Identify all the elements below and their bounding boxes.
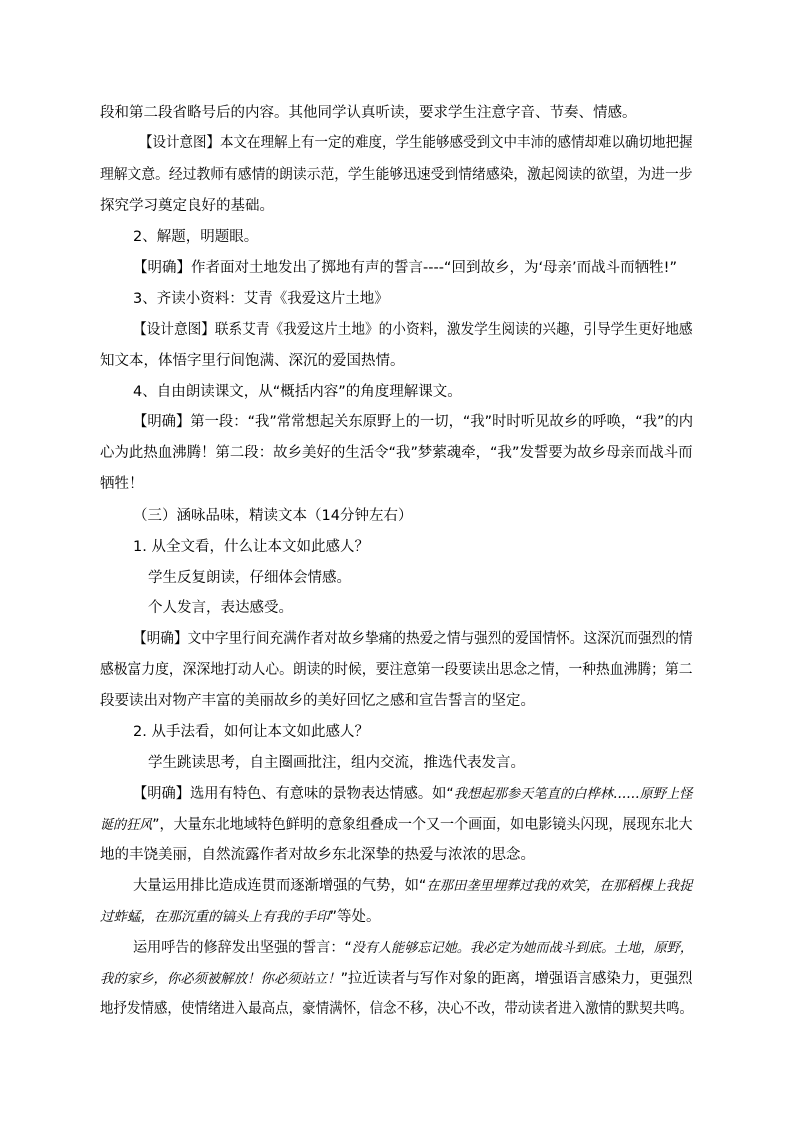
- text-line: [133, 722, 369, 742]
- text-segment: 3、齐读小资料：艾青《我爱这片土地》: [133, 291, 389, 307]
- text-line: [100, 660, 693, 680]
- text-line: [133, 506, 412, 526]
- text-line: [133, 784, 693, 804]
- quoted-text: 诞的狂风: [100, 817, 153, 833]
- text-segment: ”拉近读者与写作对象的距离，增强语言感染力，更强烈: [340, 971, 693, 987]
- text-line: [100, 443, 693, 463]
- text-line: [148, 598, 293, 618]
- text-segment: 牺牲！: [100, 476, 144, 492]
- text-line: [133, 320, 693, 340]
- text-segment: 学生反复朗读，仔细体会情感。: [148, 570, 351, 586]
- text-segment: 知文本，体悟字里行间饱满、深沉的爱国热情。: [100, 353, 405, 369]
- text-line: [133, 537, 369, 557]
- text-segment: 1. 从全文看，什么让本文如此感人？: [133, 539, 369, 555]
- text-line: [100, 999, 693, 1019]
- text-line: [133, 227, 258, 247]
- text-line: [133, 938, 693, 958]
- quoted-text: 我的家乡，你必须被解放！你必须站立！: [100, 971, 341, 987]
- text-line: [133, 412, 693, 432]
- text-line: [100, 474, 144, 494]
- text-segment: 【设计意图】联系艾青《我爱这片土地》的小资料，激发学生阅读的兴趣，引导学生更好地感: [133, 322, 693, 338]
- quoted-text: 没有人能够忘记她。我必定为她而战斗到底。土地，原野，: [351, 940, 694, 956]
- text-segment: 地的丰饶美丽，自然流露作者对故乡东北深挚的热爱与浓浓的思念。: [100, 847, 535, 863]
- text-line: [100, 351, 405, 371]
- text-line: [133, 382, 462, 402]
- quoted-text: 我想起那参天笔直的白桦林……原野上怪: [453, 786, 693, 802]
- quoted-text: 过蚱蜢，在那沉重的镐头上有我的手印: [100, 909, 330, 925]
- text-line: [100, 815, 693, 835]
- text-segment: 2、解题，明题眼。: [133, 229, 259, 245]
- text-line: [100, 103, 637, 123]
- text-line: [148, 753, 525, 773]
- text-line: [100, 196, 274, 216]
- text-line: [100, 165, 693, 185]
- text-line: [133, 289, 389, 309]
- text-segment: 段和第二段省略号后的内容。其他同学认真听读，要求学生注意字音、节奏、情感。: [100, 105, 637, 121]
- text-segment: 运用呼告的修辞发出坚强的誓言：“: [133, 940, 352, 956]
- text-line: [133, 876, 693, 896]
- text-segment: 段要读出对物产丰富的美丽故乡的美好回忆之感和宣告誓言的坚定。: [100, 693, 535, 709]
- text-segment: 【明确】作者面对土地发出了掷地有声的誓言----“回到故乡，为‘母亲’而战斗而牺牲!”: [133, 260, 677, 276]
- text-segment: ”，大量东北地域特色鲜明的意象组叠成一个又一个画面，如电影镜头闪现，展现东北大: [152, 817, 693, 833]
- text-line: [100, 969, 693, 989]
- text-line: [133, 258, 677, 278]
- text-line: [100, 691, 535, 711]
- text-segment: 2. 从手法看，如何让本文如此感人？: [133, 724, 369, 740]
- text-segment: 4、自由朗读课文，从“概括内容”的角度理解课文。: [133, 384, 462, 400]
- text-line: [100, 845, 535, 865]
- text-segment: ”等处。: [329, 909, 381, 925]
- text-segment: 【明确】文中字里行间充满作者对故乡挚痛的热爱之情与强烈的爱国情怀。这深沉而强烈的情: [133, 631, 693, 647]
- text-segment: 【明确】选用有特色、有意味的景物表达情感。如“: [133, 786, 454, 802]
- text-line: [133, 629, 693, 649]
- text-segment: 【明确】第一段：“我”常常想起关东原野上的一切，“我”时时听见故乡的呼唤，“我”的内: [133, 414, 694, 430]
- text-segment: （三）涵咏品味，精读文本（14分钟左右）: [133, 508, 413, 524]
- text-segment: 地抒发情感，使情绪进入最高点，豪情满怀，信念不移，决心不改，带动读者进入激情的默契共鸣。: [100, 1001, 694, 1017]
- text-segment: 大量运用排比造成连贯而逐渐增强的气势，如“: [133, 878, 427, 894]
- text-segment: 心为此热血沸腾！第二段：故乡美好的生活令“我”梦萦魂牵，“我”发誓要为故乡母亲而战斗而: [100, 445, 693, 461]
- text-line: [139, 133, 693, 153]
- text-segment: 学生跳读思考，自主圈画批注，组内交流，推选代表发言。: [148, 755, 525, 771]
- quoted-text: 在那田垄里埋葬过我的欢笑，在那稻棵上我捉: [426, 878, 693, 894]
- text-segment: 探究学习奠定良好的基础。: [100, 198, 274, 214]
- text-line: [148, 568, 351, 588]
- text-segment: 理解文意。经过教师有感情的朗读示范，学生能够迅速受到情绪感染，激起阅读的欲望，为进一步: [100, 167, 693, 183]
- text-line: [100, 907, 381, 927]
- text-segment: 感极富力度，深深地打动人心。朗读的时候，要注意第一段要读出思念之情，一种热血沸腾；第二: [100, 662, 693, 678]
- text-segment: 【设计意图】本文在理解上有一定的难度，学生能够感受到文中丰沛的感情却难以确切地把握: [139, 135, 693, 151]
- text-segment: 个人发言，表达感受。: [148, 600, 293, 616]
